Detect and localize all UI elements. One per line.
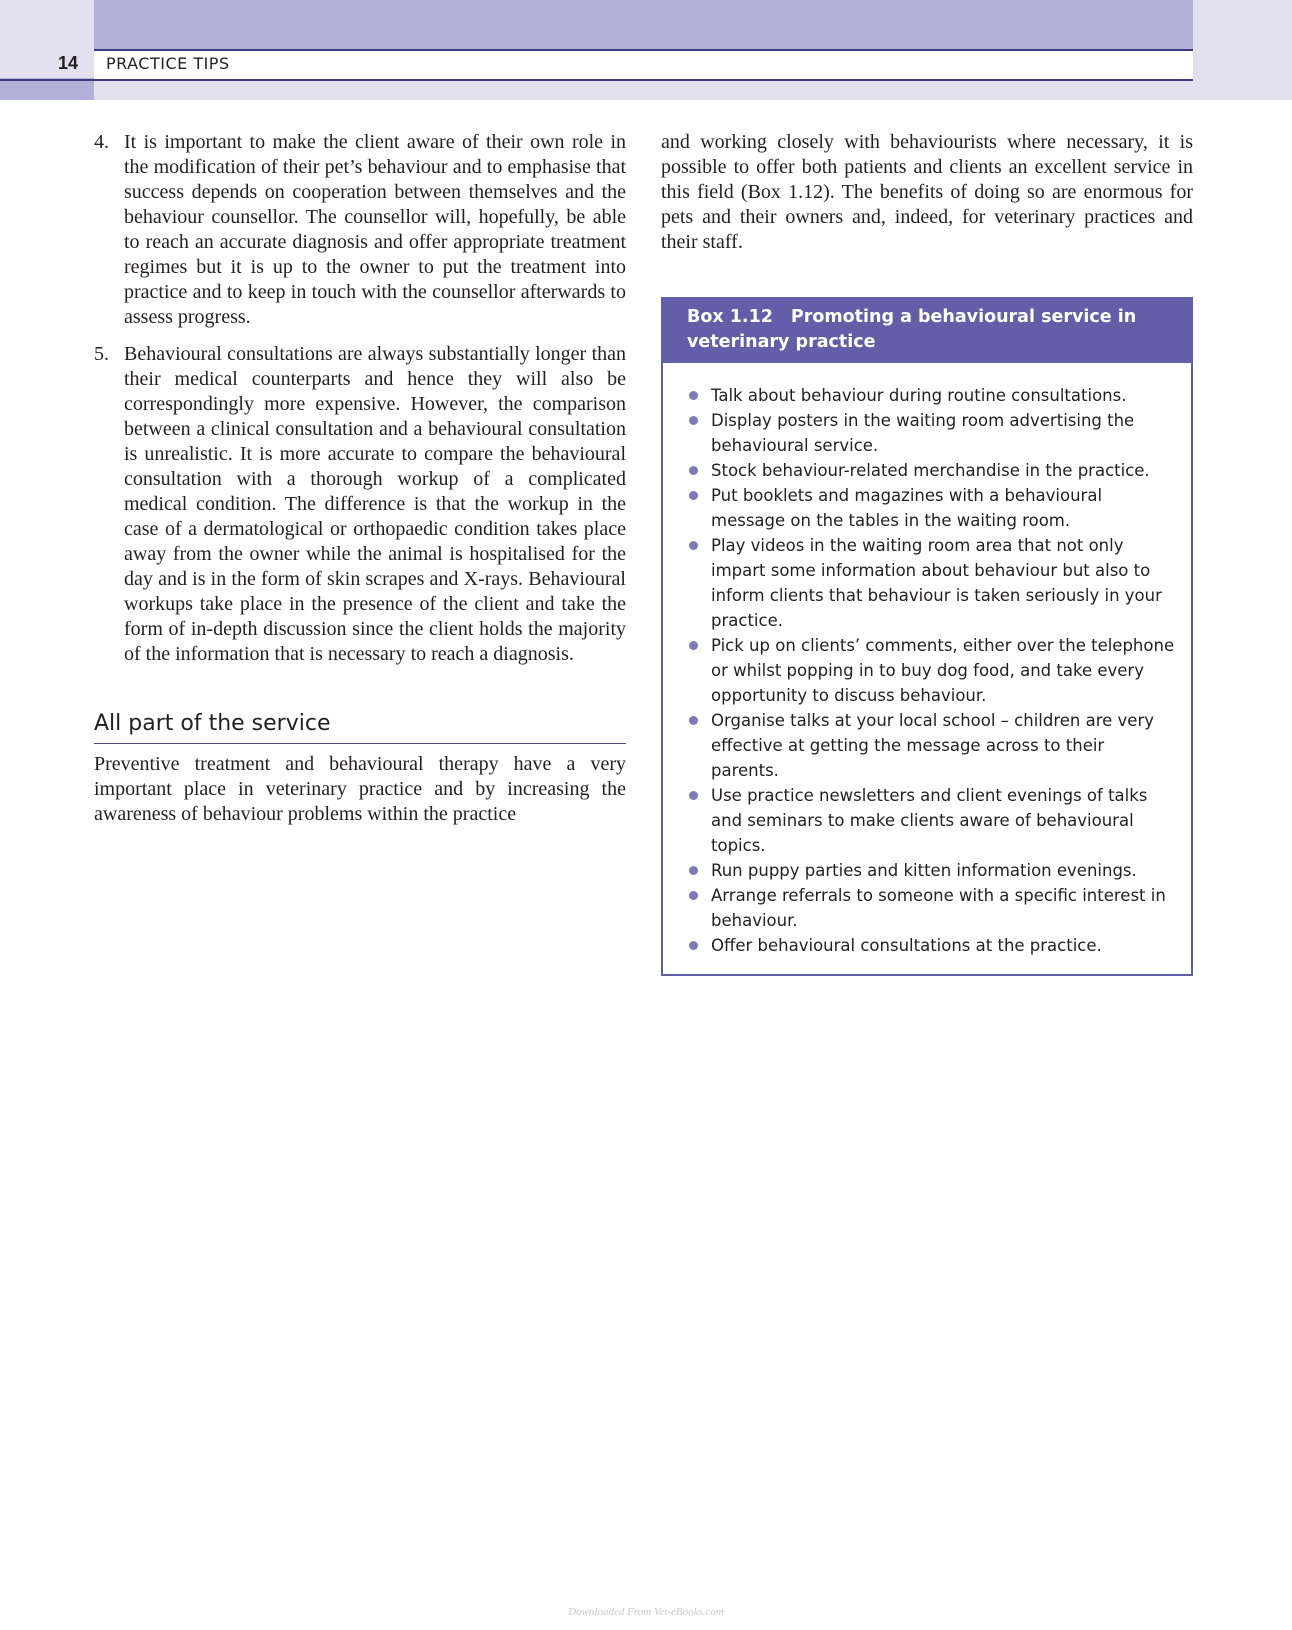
bullet-dot-icon <box>689 391 698 400</box>
header-title-bar <box>94 51 1193 79</box>
bullet-dot-icon <box>689 891 698 900</box>
bullet-text: Stock behaviour-related merchandise in the practice. <box>711 461 1150 480</box>
bullet-dot-icon <box>689 466 698 475</box>
bullet-item <box>687 708 1177 783</box>
left-column <box>94 130 626 827</box>
header-strip-dark <box>0 78 94 100</box>
bullet-dot-icon <box>689 416 698 425</box>
numbered-list <box>94 130 626 667</box>
bullet-text: Run puppy parties and kitten information evenings. <box>711 861 1137 880</box>
header-strip <box>0 78 1292 100</box>
bullet-text: Arrange referrals to someone with a specific interest in behaviour. <box>711 886 1166 930</box>
continuation-paragraph: and working closely with behaviourists where necessary, it is possible to offer both patients and clients an excellent service in this field (Box 1.12). The benefits of doing so are enormous for pets and their owners and, indeed, for veterinary practices and their staff. <box>661 131 1193 253</box>
list-item <box>94 342 626 667</box>
bullet-dot-icon <box>689 541 698 550</box>
bullet-text: Offer behavioural consultations at the practice. <box>711 936 1102 955</box>
list-item-number: 4. <box>94 131 109 153</box>
bullet-text: Organise talks at your local school – children are very effective at getting the message across to their parents. <box>711 711 1155 780</box>
bullet-item <box>687 533 1177 633</box>
section-paragraph: Preventive treatment and behavioural therapy have a very important place in veterinary practice and by increasing the awareness of behaviour problems within the practice <box>94 753 626 825</box>
bullet-text: Talk about behaviour during routine consultations. <box>711 386 1127 405</box>
bullet-item <box>687 458 1177 483</box>
page-number: 14 <box>58 53 79 73</box>
info-box <box>661 297 1193 976</box>
bullet-text: Put booklets and magazines with a behavioural message on the tables in the waiting room. <box>711 486 1103 530</box>
list-item-number: 5. <box>94 343 109 365</box>
bullet-dot-icon <box>689 866 698 875</box>
bullet-dot-icon <box>689 641 698 650</box>
box-header <box>663 299 1191 363</box>
bullet-item <box>687 883 1177 933</box>
section-heading: All part of the service <box>94 709 626 744</box>
bullet-dot-icon <box>689 791 698 800</box>
bullet-text: Play videos in the waiting room area that not only impart some information about behaviour but also to inform clients that behaviour is taken seriously in your practice. <box>711 536 1162 630</box>
bullet-dot-icon <box>689 941 698 950</box>
bullet-item <box>687 858 1177 883</box>
list-item <box>94 130 626 330</box>
bullet-dot-icon <box>689 491 698 500</box>
header-band <box>94 0 1193 50</box>
list-item-text: Behavioural consultations are always substantially longer than their medical counterparts and hence they will also be correspondingly more expensive. However, the comparison between a clinical consultation and a behavioural consultation is unrealistic. It is more accurate to compare the behavioural consultation with a thorough workup of a complicated medical condition. The difference is that the workup in the case of a dermatological or orthopaedic condition takes place away from the owner while the animal is hospitalised for the day and is in the form of skin scrapes and X-rays. Behavioural workups take place in the presence of the client and take the form of in-depth discussion since the client holds the majority of the information that is necessary to reach a diagnosis. <box>124 343 626 665</box>
bullet-item <box>687 383 1177 408</box>
bullet-item <box>687 933 1177 958</box>
list-item-text: It is important to make the client aware of their own role in the modification of their pet’s behaviour and to emphasise that success depends on cooperation between themselves and the behaviour counsellor. The counsellor will, hopefully, be able to reach an accurate diagnosis and offer appropriate treatment regimes but it is up to the owner to put the treatment into practice and to keep in touch with the counsellor afterwards to assess progress. <box>124 131 626 328</box>
bullet-dot-icon <box>689 716 698 725</box>
box-title: Promoting a behavioural service in veterinary practice <box>687 307 1137 352</box>
box-bullet-list <box>663 363 1191 974</box>
header-rule-top <box>94 49 1193 51</box>
bullet-item <box>687 633 1177 708</box>
bullet-item <box>687 483 1177 533</box>
right-column <box>661 130 1193 976</box>
running-head: PRACTICE TIPS <box>106 54 230 73</box>
bullet-item <box>687 783 1177 858</box>
footer-watermark: Downloaded From Vet-eBooks.com <box>568 1606 724 1618</box>
bullet-text: Pick up on clients’ comments, either over the telephone or whilst popping in to buy dog food, and take every opportunity to discuss behaviour. <box>711 636 1175 705</box>
bullet-text: Use practice newsletters and client evenings of talks and seminars to make clients aware of behavioural topics. <box>711 786 1148 855</box>
box-number: Box 1.12 <box>687 307 773 327</box>
header-band-left <box>0 0 94 78</box>
bullet-text: Display posters in the waiting room advertising the behavioural service. <box>711 411 1135 455</box>
bullet-item <box>687 408 1177 458</box>
header-rule-bottom <box>0 79 1193 81</box>
